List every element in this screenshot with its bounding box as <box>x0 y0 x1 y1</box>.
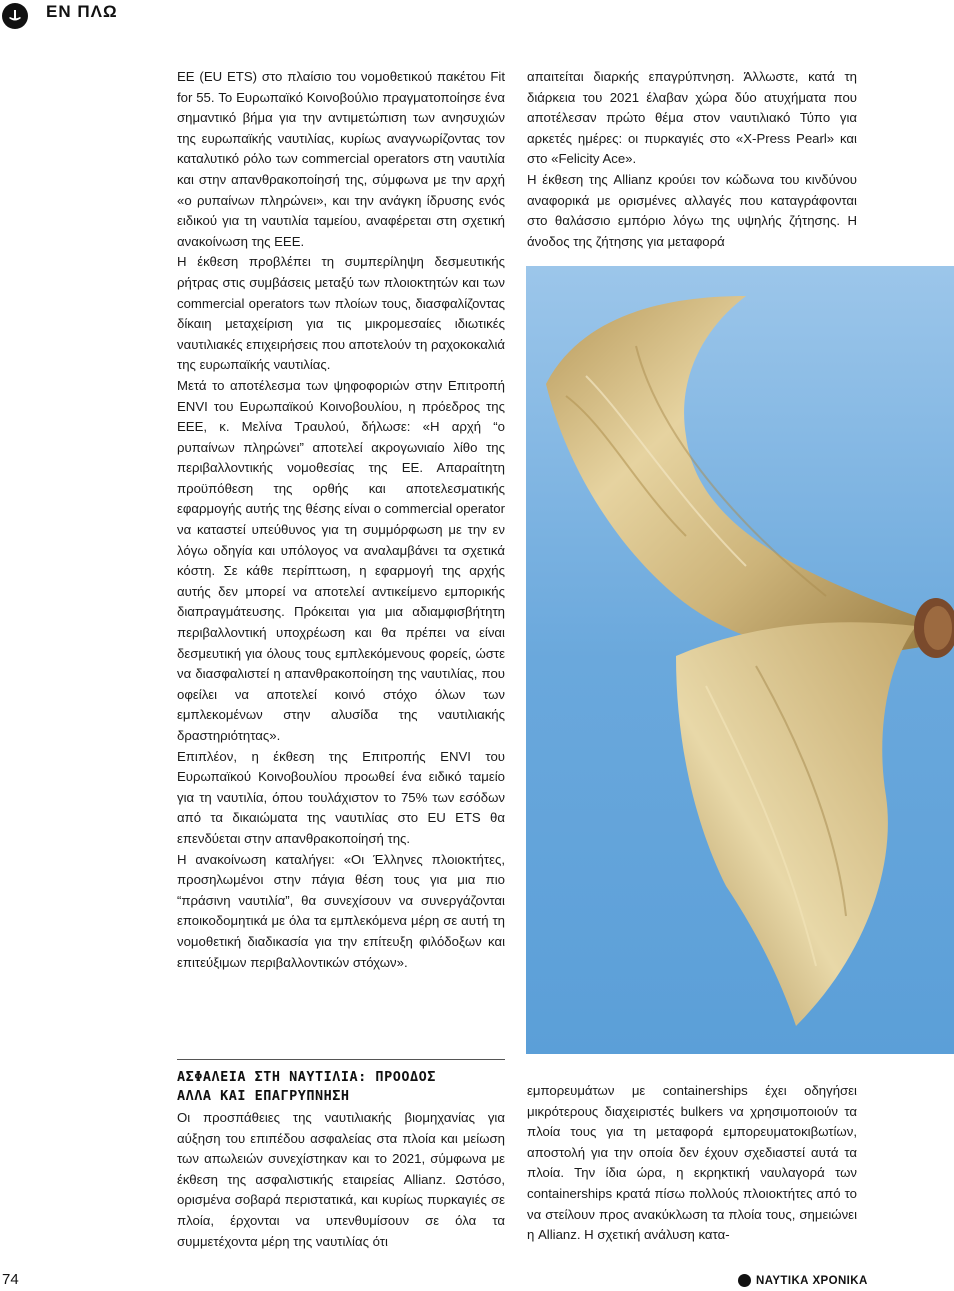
article-paragraph: Επιπλέον, η έκθεση της Επιτροπής ENVI του Ευρωπαϊκού Κοινοβουλίου προωθεί ένα ειδικό ταμείο για τη ναυτιλία, όπου τουλάχιστον το 75% των εσόδων από τα δικαιώματα της ναυτιλίας στο EU ETS θα επενδύεται στην απανθρακοποίησή της. <box>177 748 505 846</box>
article-paragraph: Μετά το αποτέλεσμα των ψηφοφοριών στην Επιτροπή ENVI του Ευρωπαϊκού Κοινοβουλίου, η πρόεδρος της ΕΕΕ, κ. Μελίνα Τραυλού, δήλωσε: «Η αρχή “ο ρυπαίνων πληρώνει” αποτελεί ακρογωνιαίο λίθο της περιβαλλοντικής νομοθεσίας της ΕΕ. Απαραίτητη προϋπόθεση της ορθής και αποτελεσματικής εφαρμογής αυτής της θέσης είναι ο commercial operator να καταστεί υπεύθυνος για τη συμμόρφωση με την εν λόγω οδηγία και υπόλογος να αναλαμβάνει τα σχετικά κόστη. Σε κάθε περίπτωση, η εφαρμογή της αρχής αυτής δεν μπορεί να αποτελεί αντικείμενο εμπορικής διαπραγμάτευσης. Πρόκειται για μια αδιαμφισβήτητη περιβαλλοντική υποχρέωση και θα πρέπει να είναι δεσμευτική για όλους τους εμπλεκόμενους φορείς, ώστε να διασφαλιστεί η απανθρακοποίηση της ναυτιλίας, που οφείλει να αποτελεί κοινό στόχο όλων των εμπλεκομένων στην αλυσίδα της ναυτιλιακής δραστηριότητας». <box>177 377 505 743</box>
footer-brand <box>738 1274 868 1287</box>
section-title: ΕΝ ΠΛΩ <box>46 2 118 21</box>
subheading <box>177 1068 505 1106</box>
ship-propeller-image <box>526 266 954 1054</box>
article-paragraph: ΕΕ (EU ETS) στο πλαίσιο του νομοθετικού πακέτου Fit for 55. Το Ευρωπαϊκό Κοινοβούλιο πραγματοποίησε ένα σημαντικό βήμα για την αντιμετώπιση των ανησυχιών της ευρωπαϊκής ναυτιλίας, κυρίως αναγνωρίζοντας τον καταλυτικό ρόλο των commercial operators στη ναυτιλία και στην απανθρακοποίησή της, σύμφωνα με την αρχή «ο ρυπαίνων πληρώνει», και την ανάγκη ίδρυσης ενός ειδικού για τη ναυτιλία ταμείου, αναφέρεται στη σχετική ανακοίνωση της ΕΕΕ. <box>177 69 505 249</box>
subheading-line: ΑΛΛΑ ΚΑΙ ΕΠΑΓΡΥΠΝΗΣΗ <box>177 1088 350 1104</box>
page-number: 74 <box>2 1271 19 1288</box>
article-paragraph: Η έκθεση της Allianz κρούει τον κώδωνα του κινδύνου αναφορικά με ορισμένες αλλαγές που καταγράφονται στο θαλάσσιο εμπόριο λόγω της υψηλής ζήτησης. Η άνοδος της ζήτησης για μεταφορά <box>527 171 857 249</box>
anchor-icon <box>2 3 28 29</box>
subheading-line: ΑΣΦΑΛΕΙΑ ΣΤΗ ΝΑΥΤΙΛΙΑ: ΠΡΟΟΔΟΣ <box>177 1069 436 1085</box>
footer-brand-name: ΝΑΥΤΙΚΑ ΧΡΟΝΙΚΑ <box>756 1274 868 1287</box>
section-divider <box>177 1059 505 1060</box>
article-paragraph: Η έκθεση προβλέπει τη συμπερίληψη δεσμευτικής ρήτρας στις συμβάσεις μεταξύ των πλοιοκτητών και των commercial operators των πλοίων τους, διασφαλίζοντας δίκαιη μεταχείριση για τις μικρομεσαίες ιδιωτικές ναυτιλιακές επιχειρήσεις που αποτελούν τη ραχοκοκαλιά της ευρωπαϊκής ναυτιλίας. <box>177 254 505 373</box>
article-column-left <box>177 67 505 973</box>
article-paragraph: απαιτείται διαρκής επαγρύπνηση. Άλλωστε, κατά τη διάρκεια του 2021 έλαβαν χώρα δύο ατυχήματα που αποτέλεσαν πρώτο θέμα στον ναυτιλιακό Τύπο για αρκετές ημέρες: οι πυρκαγιές στο «X-Press Pearl» και στο «Felicity Ace». <box>527 69 857 167</box>
anchor-icon <box>738 1274 751 1287</box>
article-paragraph: Οι προσπάθειες της ναυτιλιακής βιομηχανίας για αύξηση του επιπέδου ασφαλείας στα πλοία και μείωση των απωλειών συνεχίστηκαν και το 2021, σύμφωνα με έκθεση της ασφαλιστικής εταιρείας Allianz. Ωστόσο, ορισμένα σοβαρά περιστατικά, και κυρίως πυρκαγιές σε πλοία, έρχονται να υπενθυμίσουν σε όλα τα συμμετέχοντα μέρη της ναυτιλίας ότι <box>177 1110 505 1249</box>
article-column-right-top <box>527 67 857 252</box>
article-column-left-bottom <box>177 1059 505 1252</box>
article-paragraph: εμπορευμάτων με containerships έχει οδηγήσει μικρότερους διαχειριστές bulkers να χρησιμοποιούν τα πλοία τους για τη μεταφορά εμπορευματοκιβωτίων, αποστολή για την οποία δεν έχουν σχεδιαστεί αυτά τα πλοία. Την ίδια ώρα, η εκρηκτική ναυλαγορά των containerships κρατά πίσω πολλούς πλοιοκτήτες από το να στείλουν προς ανακύκλωση τα πλοία τους, σημειώνει η Allianz. Η σχετική ανάλυση κατα- <box>527 1083 857 1243</box>
article-paragraph: Η ανακοίνωση καταλήγει: «Οι Έλληνες πλοιοκτήτες, προσηλωμένοι στην πάγια θέση τους για μια πιο “πράσινη ναυτιλία”, θα συνεχίσουν να συνεργάζονται εποικοδομητικά με όλα τα εμπλεκόμενα μέρη σε αυτή τη νομοθετική διαδικασία για την επίτευξη φιλόδοξων και επιτεύξιμων περιβαλλοντικών στόχων». <box>177 851 505 970</box>
article-column-right-bottom <box>527 1081 857 1246</box>
